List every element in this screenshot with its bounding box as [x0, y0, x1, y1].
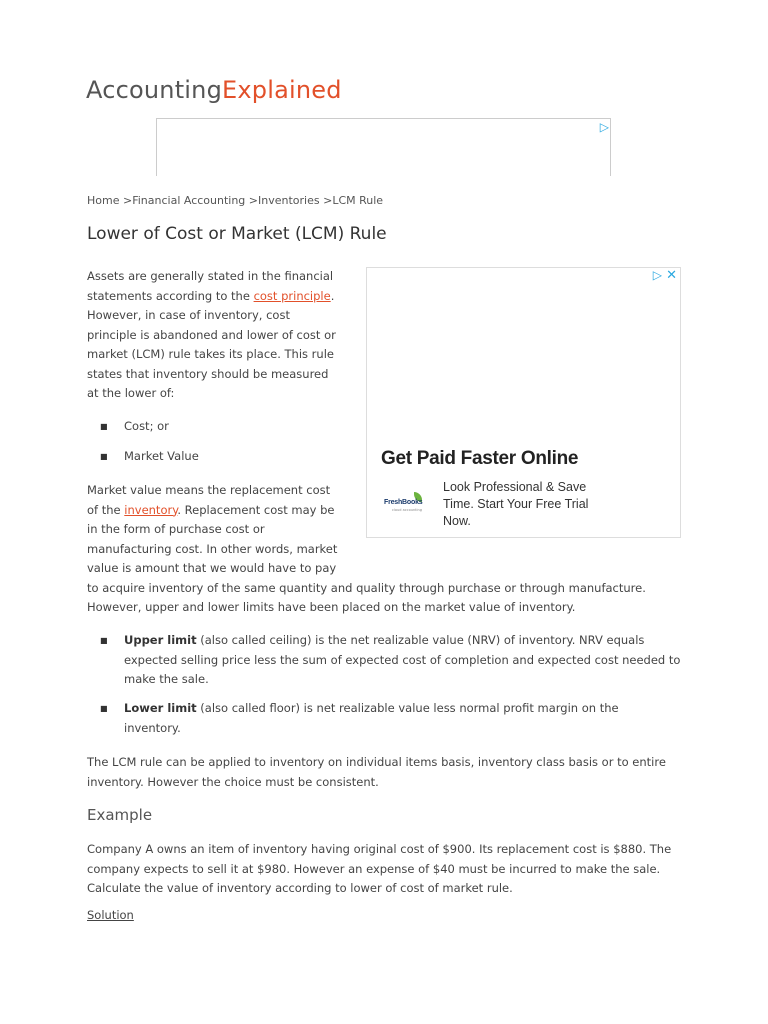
- solution-link[interactable]: Solution: [87, 908, 134, 922]
- text-line: make the sale.: [124, 672, 209, 686]
- breadcrumb-separator: >: [319, 194, 333, 207]
- ad-headline[interactable]: Get Paid Faster Online: [381, 448, 579, 469]
- text-line: (also called ceiling) is the net realizable value (NRV) of inventory. NRV equals: [196, 633, 645, 647]
- example-paragraph: [87, 840, 687, 899]
- text-line: at the lower of:: [87, 386, 175, 400]
- breadcrumb-financial-accounting[interactable]: Financial Accounting: [132, 194, 246, 207]
- page-title: Lower of Cost or Market (LCM) Rule: [87, 224, 387, 244]
- ad-brand: FreshBooks: [384, 499, 423, 506]
- list-item-market-value: Market Value: [124, 449, 199, 463]
- breadcrumb-separator: >: [245, 194, 259, 207]
- list-item-cost: Cost; or: [124, 419, 169, 433]
- text-line: Calculate the value of inventory according to lower of cost of market rule.: [87, 881, 513, 895]
- intro-paragraph: [87, 267, 347, 404]
- text-line: to acquire inventory of the same quantity and quality through purchase or through manufacture.: [87, 580, 646, 595]
- text-line: states that inventory should be measured: [87, 366, 329, 381]
- top-banner-ad[interactable]: [156, 118, 611, 176]
- text-line: in the form of purchase cost or: [87, 522, 265, 536]
- ad-brand-tagline: cloud accounting: [392, 508, 422, 512]
- freshbooks-logo[interactable]: [384, 492, 426, 516]
- text-line: However, upper and lower limits have been placed on the market value of inventory.: [87, 600, 576, 614]
- sidebar-ad[interactable]: [366, 267, 681, 538]
- text-line: inventory.: [124, 720, 181, 735]
- breadcrumb-lcm-rule[interactable]: LCM Rule: [332, 194, 384, 207]
- text-line: Assets are generally stated in the financial: [87, 269, 334, 283]
- example-heading: Example: [87, 806, 153, 824]
- text-line: expected selling price less the sum of expected cost of completion and expected cost needed to: [124, 652, 681, 667]
- close-icon[interactable]: ✕: [666, 268, 677, 283]
- ad-controls[interactable]: [653, 268, 677, 283]
- text-line: inventory. However the choice must be consistent.: [87, 774, 379, 789]
- logo-accounting: Accounting: [86, 76, 223, 104]
- term-lower-limit: Lower limit: [124, 701, 197, 715]
- text-line: . Replacement cost may be: [177, 502, 335, 517]
- adchoices-icon[interactable]: ▷: [652, 268, 662, 282]
- text-line: company expects to sell it at $980. However an expense of $40 must be incurred to make the sale.: [87, 861, 661, 876]
- lcm-application-paragraph: [87, 753, 687, 792]
- text-line: principle is abandoned and lower of cost or: [87, 327, 336, 342]
- text-line: However, in case of inventory, cost: [87, 308, 290, 322]
- ad-body[interactable]: Look Professional & Save Time. Start Your Free Trial Now.: [443, 480, 589, 528]
- bullet-marker: ■: [100, 452, 108, 461]
- text-line: .: [330, 288, 335, 303]
- site-logo[interactable]: [86, 76, 342, 104]
- text-line: manufacturing cost. In other words, market: [87, 541, 338, 556]
- text-line: value is amount that we would have to pay: [87, 561, 337, 575]
- text-line: of the: [87, 502, 125, 517]
- list-item-lower-limit: [124, 699, 684, 738]
- text-line: Company A owns an item of inventory having original cost of $900. Its replacement cost is $880. The: [87, 842, 672, 856]
- bullet-marker: ■: [100, 422, 108, 431]
- text-line: The LCM rule can be applied to inventory on individual items basis, inventory class basis or to entire: [87, 755, 666, 769]
- breadcrumb-home[interactable]: Home: [87, 194, 120, 207]
- breadcrumb: [87, 194, 383, 207]
- term-upper-limit: Upper limit: [124, 633, 197, 647]
- bullet-marker: ■: [100, 636, 108, 645]
- list-item-upper-limit: [124, 631, 684, 690]
- text-line: market (LCM) rule takes its place. This rule: [87, 347, 334, 361]
- inventory-link[interactable]: inventory: [124, 502, 178, 517]
- bullet-marker: ■: [100, 704, 108, 713]
- cost-principle-link[interactable]: cost principle: [253, 288, 331, 303]
- breadcrumb-separator: >: [119, 194, 133, 207]
- logo-explained: Explained: [222, 76, 342, 104]
- breadcrumb-inventories[interactable]: Inventories: [258, 194, 320, 207]
- adchoices-icon[interactable]: ▷: [599, 120, 609, 134]
- text-line: statements according to the: [87, 288, 254, 303]
- text-line: (also called floor) is net realizable value less normal profit margin on the: [196, 701, 619, 715]
- text-line: Market value means the replacement cost: [87, 483, 331, 497]
